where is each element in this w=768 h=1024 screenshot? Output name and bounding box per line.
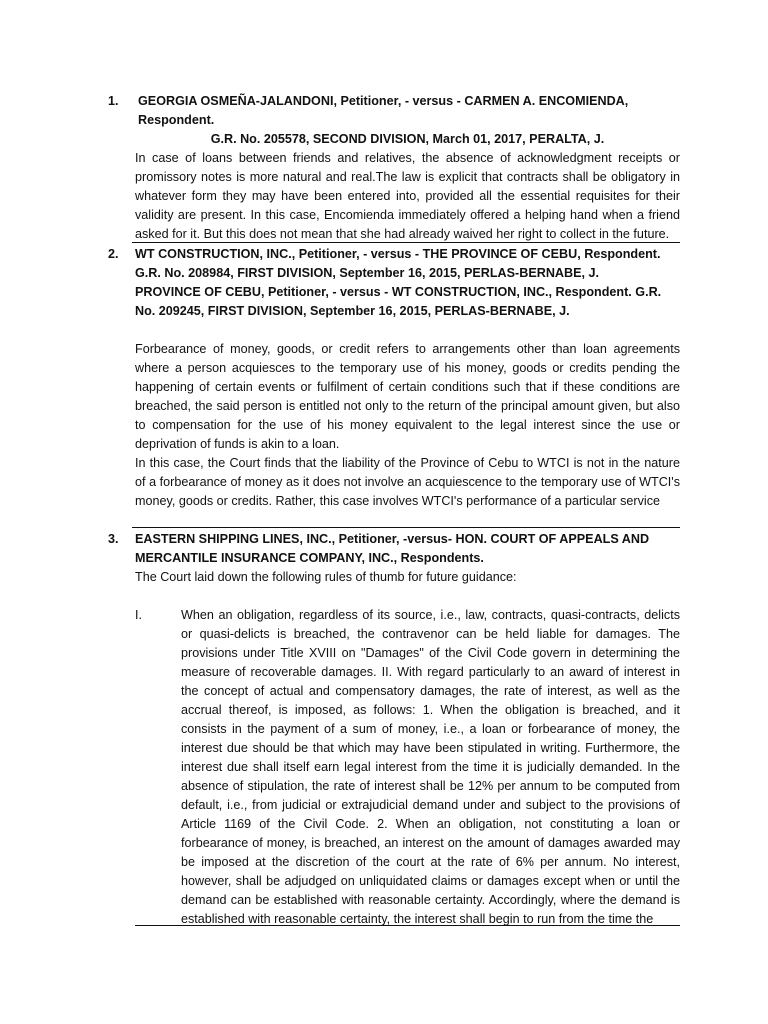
- case-3-rule-text: When an obligation, regardless of its source, i.e., law, contracts, quasi-contracts, delicts or quasi-delicts is breached, the contravenor can be held liable for damages. The provisions under Title XVIII on "Damages" of the Civil Code govern in determining the measure of recoverable damages. II. With regard particularly to an award of interest in the concept of actual and compensatory damages, the rate of interest, as well as the accrual thereof, is imposed, as follows: 1. When the obligation is breached, and it consists in the payment of a sum of money, i.e., a loan or forbearance of money, the interest due should be that which may have been stipulated in writing. Furthermore, the interest due shall itself earn legal interest from the time it is judicially demanded. In the absence of stipulation, the rate of interest shall be 12% per annum to be computed from default, i.e., from judicial or extrajudicial demand under and subject to the provisions of Article 1169 of the Civil Code. 2. When an obligation, not constituting a loan or forbearance of money, is breached, an interest on the amount of damages awarded may be imposed at the discretion of the court at the rate of 6% per annum. No interest, however, shall be adjudged on unliquidated claims or damages except when or until the demand can be established with reasonable certainty. Accordingly, where the demand is established with reasonable certainty, the interest shall begin to run from the time the: [181, 608, 680, 926]
- divider-1: [132, 242, 680, 243]
- case-1-body: [135, 92, 680, 244]
- case-2-number: 2.: [108, 247, 119, 261]
- case-2-para-1: Forbearance of money, goods, or credit refers to arrangements other than loan agreements where a person acquiesces to the temporary use of his money, goods or credits pending the happening of certain events or fulfilment of certain conditions such that if these conditions are breached, the said person is entitled not only to the return of the principal amount given, but also to compensation for the use of his money equivalent to the legal interest since the use or deprivation of funds is akin to a loan.: [135, 342, 680, 451]
- case-1-number: 1.: [108, 94, 119, 108]
- case-2-spacer: [135, 321, 680, 340]
- case-2-body: [135, 245, 680, 511]
- case-3-number: 3.: [108, 532, 119, 546]
- case-3-body: [135, 530, 680, 587]
- case-2-heading-b: PROVINCE OF CEBU, Petitioner, - versus - WT CONSTRUCTION, INC., Respondent. G.R. No. 209245, FIRST DIVISION, September 16, 2015, PERLAS-BERNABE, J.: [135, 285, 662, 318]
- case-3-intro: The Court laid down the following rules of thumb for future guidance:: [135, 570, 517, 584]
- divider-2: [132, 527, 680, 528]
- divider-3: [135, 925, 680, 926]
- case-3-heading: EASTERN SHIPPING LINES, INC., Petitioner, -versus- HON. COURT OF APPEALS AND MERCANTILE INSURANCE COMPANY, INC., Respondents.: [135, 532, 650, 565]
- case-1-summary: In case of loans between friends and relatives, the absence of acknowledgment receipts or promissory notes is more natural and real.The law is explicit that contracts shall be obligatory in whatever form they may have been entered into, provided all the essential requisites for their validity are present. In this case, Encomienda immediately offered a helping hand when a friend asked for it. But this does not mean that she had already waived her right to collect in the future.: [135, 151, 680, 241]
- case-1-heading-line2: G.R. No. 205578, SECOND DIVISION, March 01, 2017, PERALTA, J.: [210, 132, 605, 146]
- case-3-rule-number: I.: [135, 608, 142, 622]
- case-2-para-2: In this case, the Court finds that the liability of the Province of Cebu to WTCI is not in the nature of a forbearance of money as it does not involve an acquiescence to the temporary use of WTCI's money, goods or credits. Rather, this case involves WTCI's performance of a particular service: [135, 456, 680, 508]
- case-1-heading-line1: GEORGIA OSMEÑA-JALANDONI, Petitioner, - versus - CARMEN A. ENCOMIENDA, Respondent.: [138, 94, 629, 127]
- case-2-heading-a: WT CONSTRUCTION, INC., Petitioner, - versus - THE PROVINCE OF CEBU, Respondent. G.R. No. 208984, FIRST DIVISION, September 16, 2015, PERLAS-BERNABE, J.: [135, 247, 661, 280]
